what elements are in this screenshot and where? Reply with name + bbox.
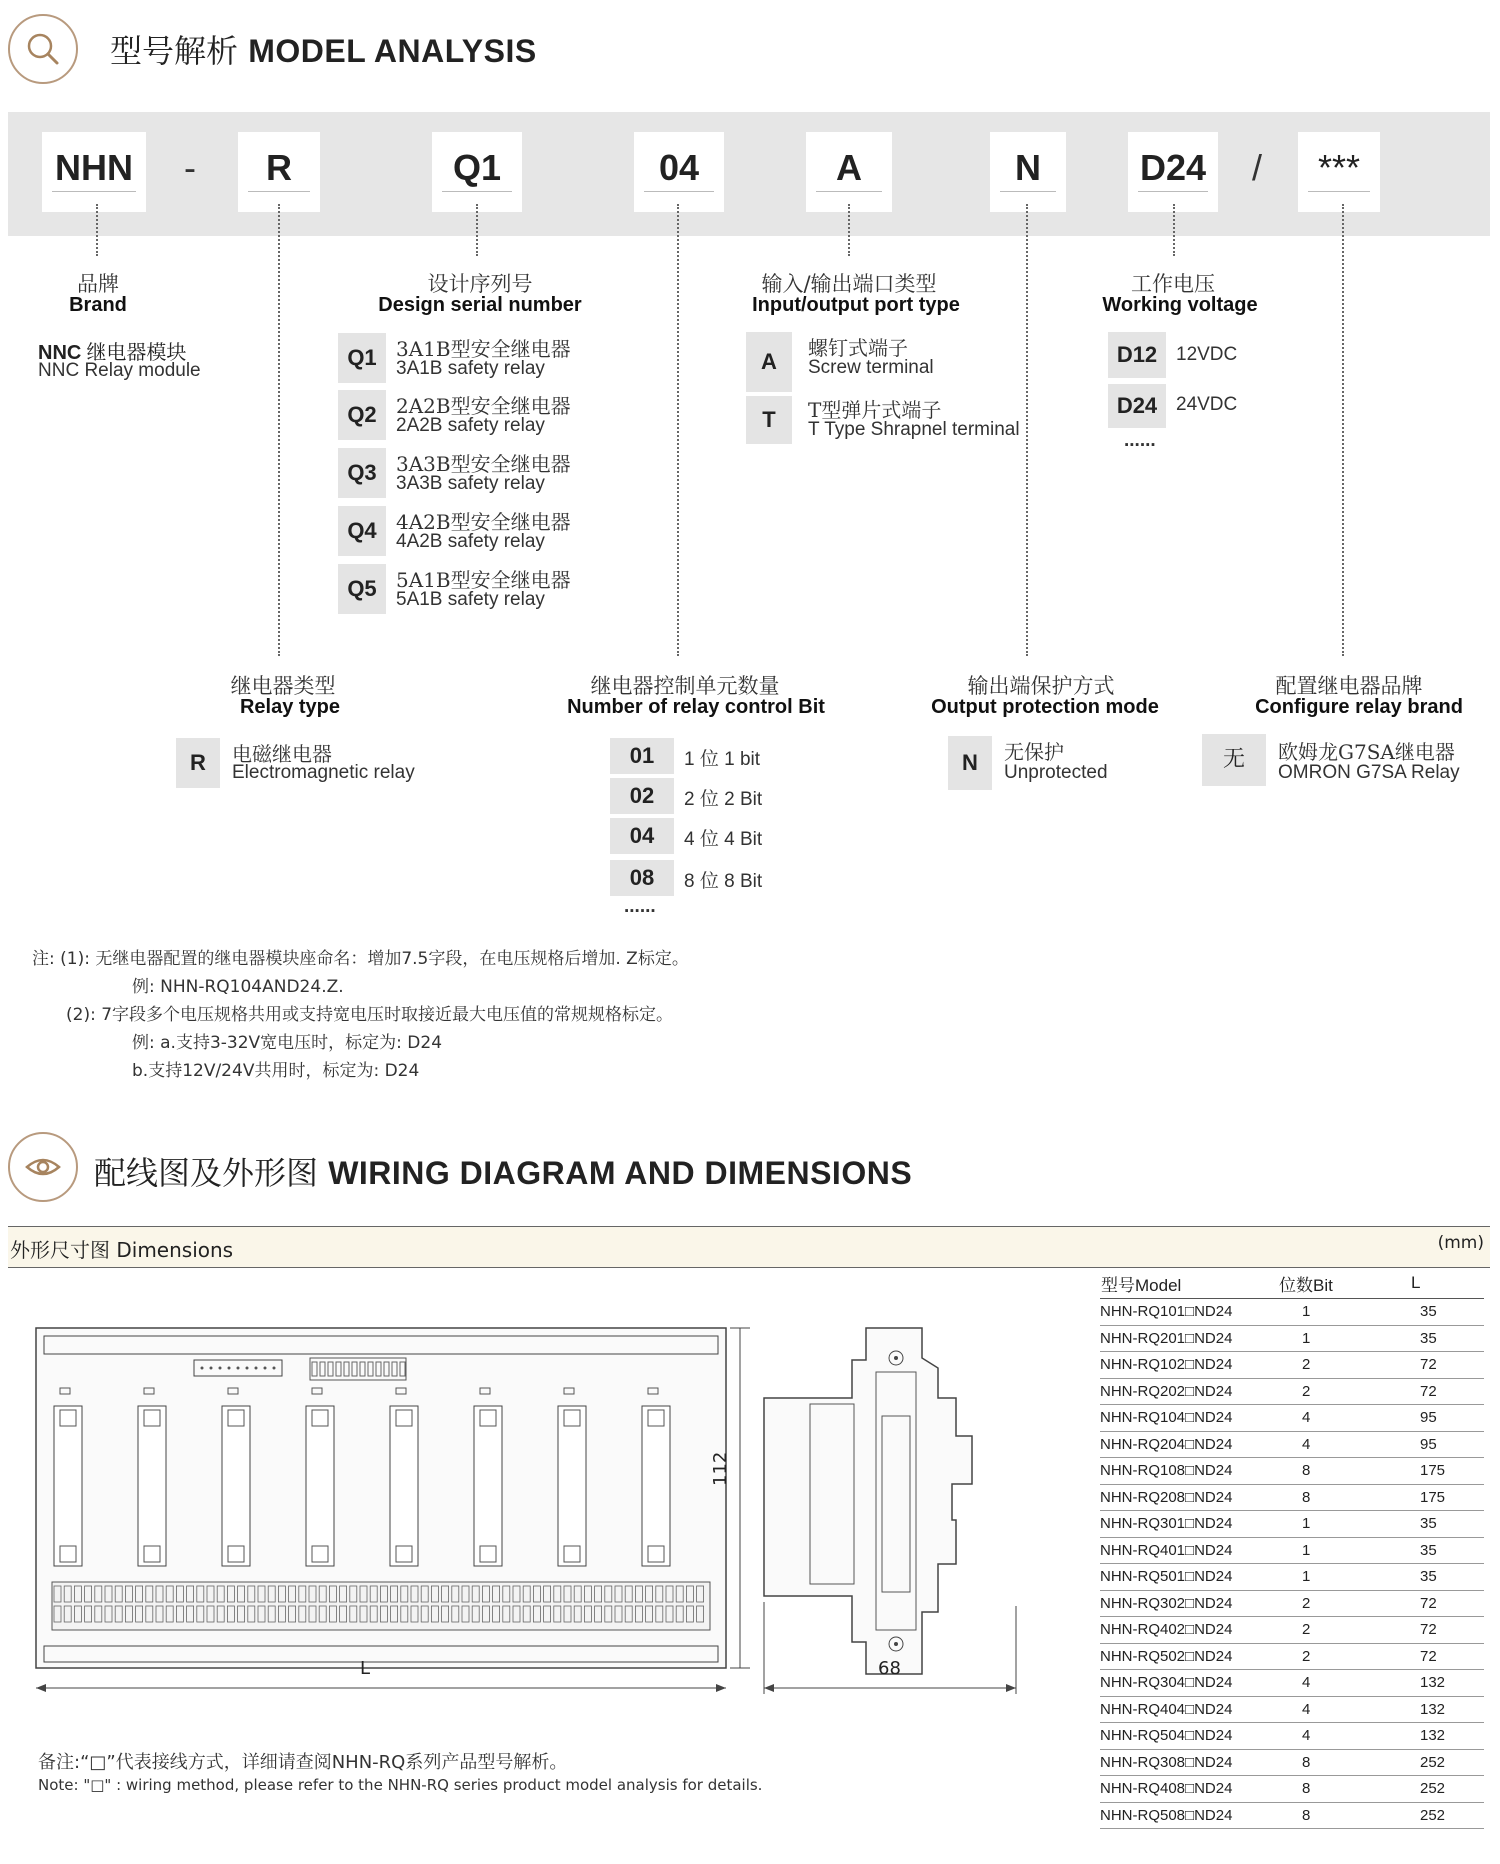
relay-type-key-r: R <box>176 738 220 788</box>
note-line-3: (2): 7字段多个电压规格共用或支持宽电压时取接近最大电压值的常规规格标定。 <box>66 1005 674 1025</box>
table-cell-bit: 4 <box>1278 1723 1410 1750</box>
connector-port <box>848 204 850 256</box>
table-cell-bit: 4 <box>1278 1670 1410 1697</box>
relay-type-value-cn: 电磁继电器 <box>232 742 332 766</box>
connector-brand <box>96 204 98 256</box>
table-cell-length: 132 <box>1410 1723 1484 1750</box>
note-line-1: 注: (1): 无继电器配置的继电器模块座命名：增加7.5字段，在电压规格后增加. Z标定。 <box>32 949 689 969</box>
code-part-relay-type <box>238 132 320 212</box>
port-key-a: A <box>746 332 792 392</box>
design-q3-en: 3A3B safety relay <box>396 473 545 494</box>
table-cell-model: NHN-RQ402□ND24 <box>1100 1617 1278 1644</box>
table-row <box>1100 1511 1484 1538</box>
brand-value-cn: 继电器模块 <box>86 340 187 364</box>
table-cell-model: NHN-RQ401□ND24 <box>1100 1537 1278 1564</box>
design-key-q2: Q2 <box>338 390 386 440</box>
table-cell-model: NHN-RQ501□ND24 <box>1100 1564 1278 1591</box>
bits-more: ...... <box>624 896 656 917</box>
bits-caption-cn: 继电器控制单元数量 <box>590 674 780 698</box>
table-header-model: 型号Model <box>1100 1268 1278 1299</box>
relay-brand-caption-cn: 配置继电器品牌 <box>1275 674 1423 698</box>
port-a-cn: 螺钉式端子 <box>808 336 908 360</box>
table-row <box>1100 1537 1484 1564</box>
table-row <box>1100 1325 1484 1352</box>
table-cell-length: 175 <box>1410 1484 1484 1511</box>
table-cell-length: 252 <box>1410 1802 1484 1829</box>
code-text: N <box>1015 147 1041 188</box>
table-row <box>1100 1458 1484 1485</box>
protection-caption-cn: 输出端保护方式 <box>967 674 1115 698</box>
table-row <box>1100 1484 1484 1511</box>
design-q3-cn: 3A3B型安全继电器 <box>396 452 571 476</box>
footnote-en: Note: "□" : wiring method, please refer to the NHN-RQ series product model analysis for details. <box>38 1776 763 1794</box>
table-cell-model: NHN-RQ304□ND24 <box>1100 1670 1278 1697</box>
eye-icon <box>10 1134 76 1200</box>
dimensions-title: 外形尺寸图 Dimensions <box>10 1238 234 1262</box>
table-cell-bit: 8 <box>1278 1802 1410 1829</box>
voltage-d12-value: 12VDC <box>1176 344 1238 365</box>
code-part-brand-option <box>1298 132 1380 212</box>
table-cell-length: 95 <box>1410 1431 1484 1458</box>
table-cell-model: NHN-RQ108□ND24 <box>1100 1458 1278 1485</box>
table-cell-bit: 2 <box>1278 1378 1410 1405</box>
table-cell-length: 35 <box>1410 1299 1484 1326</box>
table-cell-length: 35 <box>1410 1564 1484 1591</box>
table-row <box>1100 1723 1484 1750</box>
relay-brand-key: 无 <box>1202 734 1266 786</box>
voltage-key-d24: D24 <box>1108 384 1166 428</box>
bits-caption-en: Number of relay control Bit <box>567 696 825 718</box>
section1-title-cn: 型号解析 <box>110 32 239 70</box>
table-row <box>1100 1617 1484 1644</box>
voltage-caption-en: Working voltage <box>1102 294 1258 316</box>
table-cell-length: 72 <box>1410 1352 1484 1379</box>
table-cell-length: 72 <box>1410 1378 1484 1405</box>
bits-key-04: 04 <box>610 818 674 854</box>
design-q5-en: 5A1B safety relay <box>396 589 545 610</box>
bits-01-value: 1 位 1 bit <box>684 749 761 770</box>
table-row <box>1100 1352 1484 1379</box>
relay-brand-value-cn: 欧姆龙G7SA继电器 <box>1278 740 1455 764</box>
table-cell-bit: 2 <box>1278 1617 1410 1644</box>
relay-type-caption-cn: 继电器类型 <box>230 674 336 698</box>
design-q4-cn: 4A2B型安全继电器 <box>396 510 571 534</box>
table-body <box>1100 1299 1484 1829</box>
table-cell-length: 72 <box>1410 1643 1484 1670</box>
section1-title-en: MODEL ANALYSIS <box>248 33 537 69</box>
port-t-en: T Type Shrapnel terminal <box>808 419 1020 440</box>
brand-caption-en: Brand <box>69 294 127 316</box>
table-cell-length: 72 <box>1410 1617 1484 1644</box>
port-a-en: Screw terminal <box>808 357 934 378</box>
note-line-2: 例: NHN-RQ104AND24.Z. <box>132 977 344 997</box>
code-text: 04 <box>658 147 700 188</box>
table-cell-length: 252 <box>1410 1776 1484 1803</box>
design-q1-cn: 3A1B型安全继电器 <box>396 337 571 361</box>
table-cell-bit: 8 <box>1278 1749 1410 1776</box>
port-t-cn: T型弹片式端子 <box>808 398 942 422</box>
table-row <box>1100 1590 1484 1617</box>
table-row <box>1100 1802 1484 1829</box>
connector-voltage <box>1173 204 1175 256</box>
dimensions-title-bar <box>8 1226 1490 1268</box>
code-dash: - <box>184 147 196 188</box>
code-part-port <box>806 132 892 212</box>
table-cell-bit: 2 <box>1278 1590 1410 1617</box>
voltage-caption-cn: 工作电压 <box>1131 272 1215 296</box>
brand-bold: NNC <box>38 342 82 364</box>
code-part-bits <box>634 132 724 212</box>
bits-04-value: 4 位 4 Bit <box>684 829 763 850</box>
bits-02-value: 2 位 2 Bit <box>684 789 763 810</box>
table-row <box>1100 1299 1484 1326</box>
design-key-q3: Q3 <box>338 448 386 498</box>
table-row <box>1100 1749 1484 1776</box>
table-cell-bit: 4 <box>1278 1405 1410 1432</box>
code-text: *** <box>1317 147 1361 188</box>
code-band <box>8 112 1490 236</box>
design-key-q1: Q1 <box>338 333 386 383</box>
table-cell-bit: 1 <box>1278 1537 1410 1564</box>
brand-caption-cn: 品牌 <box>77 272 119 296</box>
table-cell-model: NHN-RQ408□ND24 <box>1100 1776 1278 1803</box>
relay-brand-value-en: OMRON G7SA Relay <box>1278 762 1460 783</box>
table-cell-length: 35 <box>1410 1325 1484 1352</box>
table-row <box>1100 1378 1484 1405</box>
table-row <box>1100 1643 1484 1670</box>
table-cell-bit: 1 <box>1278 1511 1410 1538</box>
table-cell-bit: 2 <box>1278 1643 1410 1670</box>
table-cell-bit: 2 <box>1278 1352 1410 1379</box>
protection-value-cn: 无保护 <box>1004 740 1064 764</box>
table-cell-length: 252 <box>1410 1749 1484 1776</box>
bits-key-01: 01 <box>610 738 674 774</box>
dim-length-label: L <box>360 1658 371 1679</box>
section1-title <box>110 26 537 72</box>
table-cell-model: NHN-RQ508□ND24 <box>1100 1802 1278 1829</box>
bits-key-08: 08 <box>610 860 674 896</box>
port-caption-cn: 输入/输出端口类型 <box>761 272 937 296</box>
table-cell-model: NHN-RQ301□ND24 <box>1100 1511 1278 1538</box>
relay-brand-caption-en: Configure relay brand <box>1255 696 1463 718</box>
table-cell-model: NHN-RQ202□ND24 <box>1100 1378 1278 1405</box>
table-cell-bit: 4 <box>1278 1431 1410 1458</box>
note-line-5: b.支持12V/24V共用时，标定为: D24 <box>132 1061 420 1081</box>
section2-title <box>94 1148 912 1194</box>
bits-08-value: 8 位 8 Bit <box>684 871 763 892</box>
table-cell-model: NHN-RQ308□ND24 <box>1100 1749 1278 1776</box>
brand-value-en: NNC Relay module <box>38 360 201 381</box>
table-cell-bit: 1 <box>1278 1325 1410 1352</box>
table-header-row <box>1100 1268 1484 1299</box>
design-caption-en: Design serial number <box>378 294 582 316</box>
table-cell-bit: 8 <box>1278 1776 1410 1803</box>
table-cell-bit: 8 <box>1278 1484 1410 1511</box>
table-cell-length: 35 <box>1410 1537 1484 1564</box>
port-key-t: T <box>746 396 792 444</box>
table-cell-model: NHN-RQ102□ND24 <box>1100 1352 1278 1379</box>
dimensions-unit: (mm) <box>1437 1233 1484 1253</box>
section2-title-cn: 配线图及外形图 <box>94 1154 319 1192</box>
table-cell-model: NHN-RQ502□ND24 <box>1100 1643 1278 1670</box>
voltage-more: ...... <box>1124 430 1156 451</box>
table-cell-length: 95 <box>1410 1405 1484 1432</box>
table-cell-model: NHN-RQ302□ND24 <box>1100 1590 1278 1617</box>
voltage-key-d12: D12 <box>1108 332 1166 378</box>
connector-bits <box>677 204 679 656</box>
side-view-drawing <box>756 1306 1036 1696</box>
design-key-q4: Q4 <box>338 506 386 556</box>
connector-design <box>476 204 478 256</box>
code-part-voltage <box>1128 132 1218 212</box>
protection-key-n: N <box>948 736 992 790</box>
table-row <box>1100 1564 1484 1591</box>
dim-depth-label: 68 <box>878 1658 901 1679</box>
table-cell-length: 35 <box>1410 1511 1484 1538</box>
table-cell-bit: 8 <box>1278 1458 1410 1485</box>
code-slash: / <box>1252 147 1263 188</box>
design-key-q5: Q5 <box>338 564 386 614</box>
table-cell-length: 175 <box>1410 1458 1484 1485</box>
connector-brand-option <box>1342 204 1344 656</box>
magnifier-icon <box>10 16 76 82</box>
table-row <box>1100 1776 1484 1803</box>
note-line-4: 例: a.支持3-32V宽电压时，标定为: D24 <box>132 1033 443 1053</box>
code-part-protection <box>990 132 1066 212</box>
section1-badge <box>8 14 78 84</box>
relay-type-caption-en: Relay type <box>239 696 341 718</box>
table-cell-model: NHN-RQ208□ND24 <box>1100 1484 1278 1511</box>
design-q1-en: 3A1B safety relay <box>396 358 545 379</box>
footnote-cn: 备注:“□”代表接线方式，详细请查阅NHN-RQ系列产品型号解析。 <box>38 1752 568 1773</box>
code-part-design <box>432 132 522 212</box>
connector-relay-type <box>278 204 280 656</box>
table-cell-bit: 1 <box>1278 1564 1410 1591</box>
relay-type-value-en: Electromagnetic relay <box>232 762 415 783</box>
table-row <box>1100 1670 1484 1697</box>
table-row <box>1100 1696 1484 1723</box>
port-caption-en: Input/output port type <box>752 294 960 316</box>
model-spec-table <box>1100 1268 1484 1829</box>
code-text: NHN <box>55 147 133 188</box>
protection-caption-en: Output protection mode <box>931 696 1159 718</box>
table-header-l: L <box>1410 1268 1484 1299</box>
table-cell-length: 132 <box>1410 1670 1484 1697</box>
design-q2-cn: 2A2B型安全继电器 <box>396 394 571 418</box>
table-cell-model: NHN-RQ404□ND24 <box>1100 1696 1278 1723</box>
table-cell-length: 72 <box>1410 1590 1484 1617</box>
design-q4-en: 4A2B safety relay <box>396 531 545 552</box>
table-row <box>1100 1431 1484 1458</box>
table-cell-model: NHN-RQ104□ND24 <box>1100 1405 1278 1432</box>
code-part-brand <box>42 132 146 212</box>
design-q2-en: 2A2B safety relay <box>396 415 545 436</box>
bits-key-02: 02 <box>610 778 674 814</box>
code-text: A <box>836 147 862 188</box>
protection-value-en: Unprotected <box>1004 762 1108 783</box>
code-text: Q1 <box>452 147 502 188</box>
table-cell-bit: 4 <box>1278 1696 1410 1723</box>
table-cell-model: NHN-RQ201□ND24 <box>1100 1325 1278 1352</box>
voltage-d24-value: 24VDC <box>1176 394 1238 415</box>
section2-title-en: WIRING DIAGRAM AND DIMENSIONS <box>328 1155 913 1191</box>
table-cell-length: 132 <box>1410 1696 1484 1723</box>
design-caption-cn: 设计序列号 <box>427 272 533 296</box>
table-cell-bit: 1 <box>1278 1299 1410 1326</box>
design-q5-cn: 5A1B型安全继电器 <box>396 568 571 592</box>
table-cell-model: NHN-RQ504□ND24 <box>1100 1723 1278 1750</box>
code-text: D24 <box>1139 147 1207 188</box>
front-view-drawing <box>30 1306 770 1696</box>
connector-protection <box>1026 204 1028 656</box>
table-cell-model: NHN-RQ101□ND24 <box>1100 1299 1278 1326</box>
code-text: R <box>266 147 292 188</box>
dim-height-label: 112 <box>710 1451 731 1486</box>
section2-badge <box>8 1132 78 1202</box>
table-header-bit: 位数Bit <box>1278 1268 1410 1299</box>
table-cell-model: NHN-RQ204□ND24 <box>1100 1431 1278 1458</box>
table-row <box>1100 1405 1484 1432</box>
